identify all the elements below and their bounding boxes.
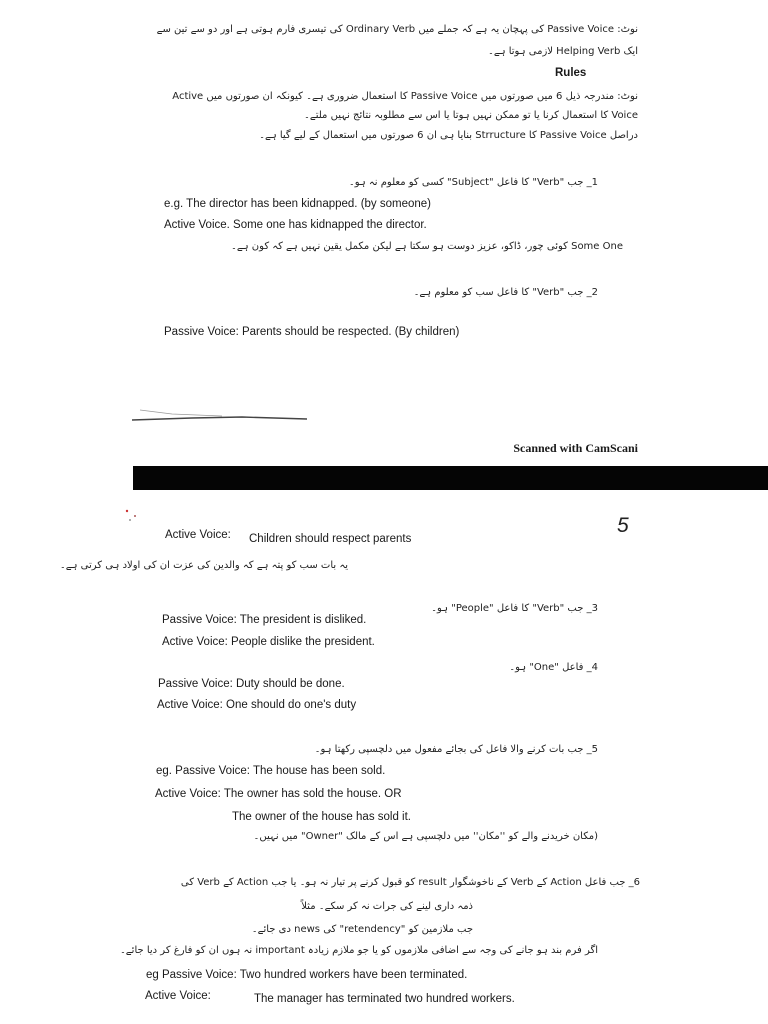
rule1-active: Active Voice. Some one has kidnapped the director.: [164, 219, 427, 231]
note2-line2: Voice کا استعمال کرنا یا تو ممکن نہیں ہوتا یا اس سے مطلوبہ نتائج نہیں ملتے۔: [304, 110, 638, 121]
page-number: 5: [617, 514, 629, 537]
rule6-active-label: Active Voice:: [145, 990, 211, 1002]
rule2-heading: 2_ جب "Verb" کا فاعل سب کو معلوم ہے۔: [413, 287, 598, 298]
rule3-passive: Passive Voice: The president is disliked.: [162, 614, 367, 626]
scanner-watermark: Scanned with CamScani: [513, 441, 638, 455]
rule2-active-text: Children should respect parents: [249, 533, 412, 545]
note1-text: نوٹ: Passive Voice کی پہچان یہ ہے کہ جملے میں Ordinary Verb کی تیسری فارم ہوتی ہے اور دو سے تین سے: [156, 24, 638, 35]
scan-edge-mark: [132, 398, 307, 428]
rule6-line3: جب ملازمین کو "retendency" کی news دی جائے۔: [251, 924, 473, 935]
rule2-active-label: Active Voice:: [165, 529, 231, 541]
rule1-example: e.g. The director has been kidnapped. (by someone): [164, 198, 432, 210]
rule2-passive: Passive Voice: Parents should be respected. (By children): [164, 326, 460, 338]
rule6-passive: eg Passive Voice: Two hundred workers have been terminated.: [146, 969, 468, 981]
rule4-passive: Passive Voice: Duty should be done.: [158, 678, 345, 690]
rule3-heading: 3_ جب "Verb" کا فاعل "People" ہو۔: [431, 603, 598, 614]
page-separator-band: [133, 466, 768, 490]
rules-heading: Rules: [555, 67, 587, 79]
rule1-heading: 1_ جب "Verb" کا فاعل "Subject" کسی کو معلوم نہ ہو۔: [348, 177, 598, 188]
rule3-active: Active Voice: People dislike the president.: [162, 636, 375, 648]
rule4-active: Active Voice: One should do one's duty: [157, 699, 357, 711]
note2-line3: دراصل Passive Voice کا Strructure بنایا ہی ان 6 صورتوں میں استعمال کے لیے گیا ہے۔: [259, 130, 638, 141]
rule6-line4: اگر فرم بند ہو جانے کی وجہ سے اضافی ملازموں کو یا جو ملازم زیادہ important نہ ہوں ان کو فارغ کر دیا جائے۔: [119, 945, 598, 956]
rule5-note: (مکان خریدنے والے کو ''مکان'' میں دلچسپی ہے اس کے مالک "Owner" میں نہیں۔: [253, 831, 598, 842]
rule5-heading: 5_ جب بات کرنے والا فاعل کی بجائے مفعول میں دلچسپی رکھتا ہو۔: [314, 744, 598, 755]
rule2-note: یہ بات سب کو پتہ ہے کہ والدین کی عزت ان کی اولاد ہی کرتی ہے۔: [59, 560, 348, 571]
scan-speckles: [121, 505, 151, 525]
rule5-active: Active Voice: The owner has sold the house. OR: [155, 788, 402, 800]
rule6-line1: 6_ جب فاعل Action کے Verb کے ناخوشگوار result کو قبول کرنے پر تیار نہ ہو۔ یا جب Action کے Verb کی: [180, 877, 640, 888]
rule1-note: Some One کوئی چور، ڈاکو، عزیز دوست ہو سکتا ہے لیکن مکمل یقین نہیں ہے کہ کون ہے۔: [231, 241, 623, 252]
rule5-example: eg. Passive Voice: The house has been sold.: [156, 765, 386, 777]
rule5-active-alt: The owner of the house has sold it.: [232, 811, 411, 823]
note2-line1: نوٹ: مندرجہ ذیل 6 میں صورتوں میں Passive Voice کا استعمال ضروری ہے۔ کیونکہ ان صورتوں میں Active: [172, 91, 638, 102]
rule6-active-text: The manager has terminated two hundred workers.: [254, 993, 515, 1005]
rule6-line2: ذمہ داری لینے کی جرات نہ کر سکے۔ مثلاً: [301, 901, 473, 912]
note1-continuation: ایک Helping Verb لازمی ہوتا ہے۔: [487, 46, 638, 57]
rule4-heading: 4_ فاعل "One" ہو۔: [509, 662, 598, 673]
